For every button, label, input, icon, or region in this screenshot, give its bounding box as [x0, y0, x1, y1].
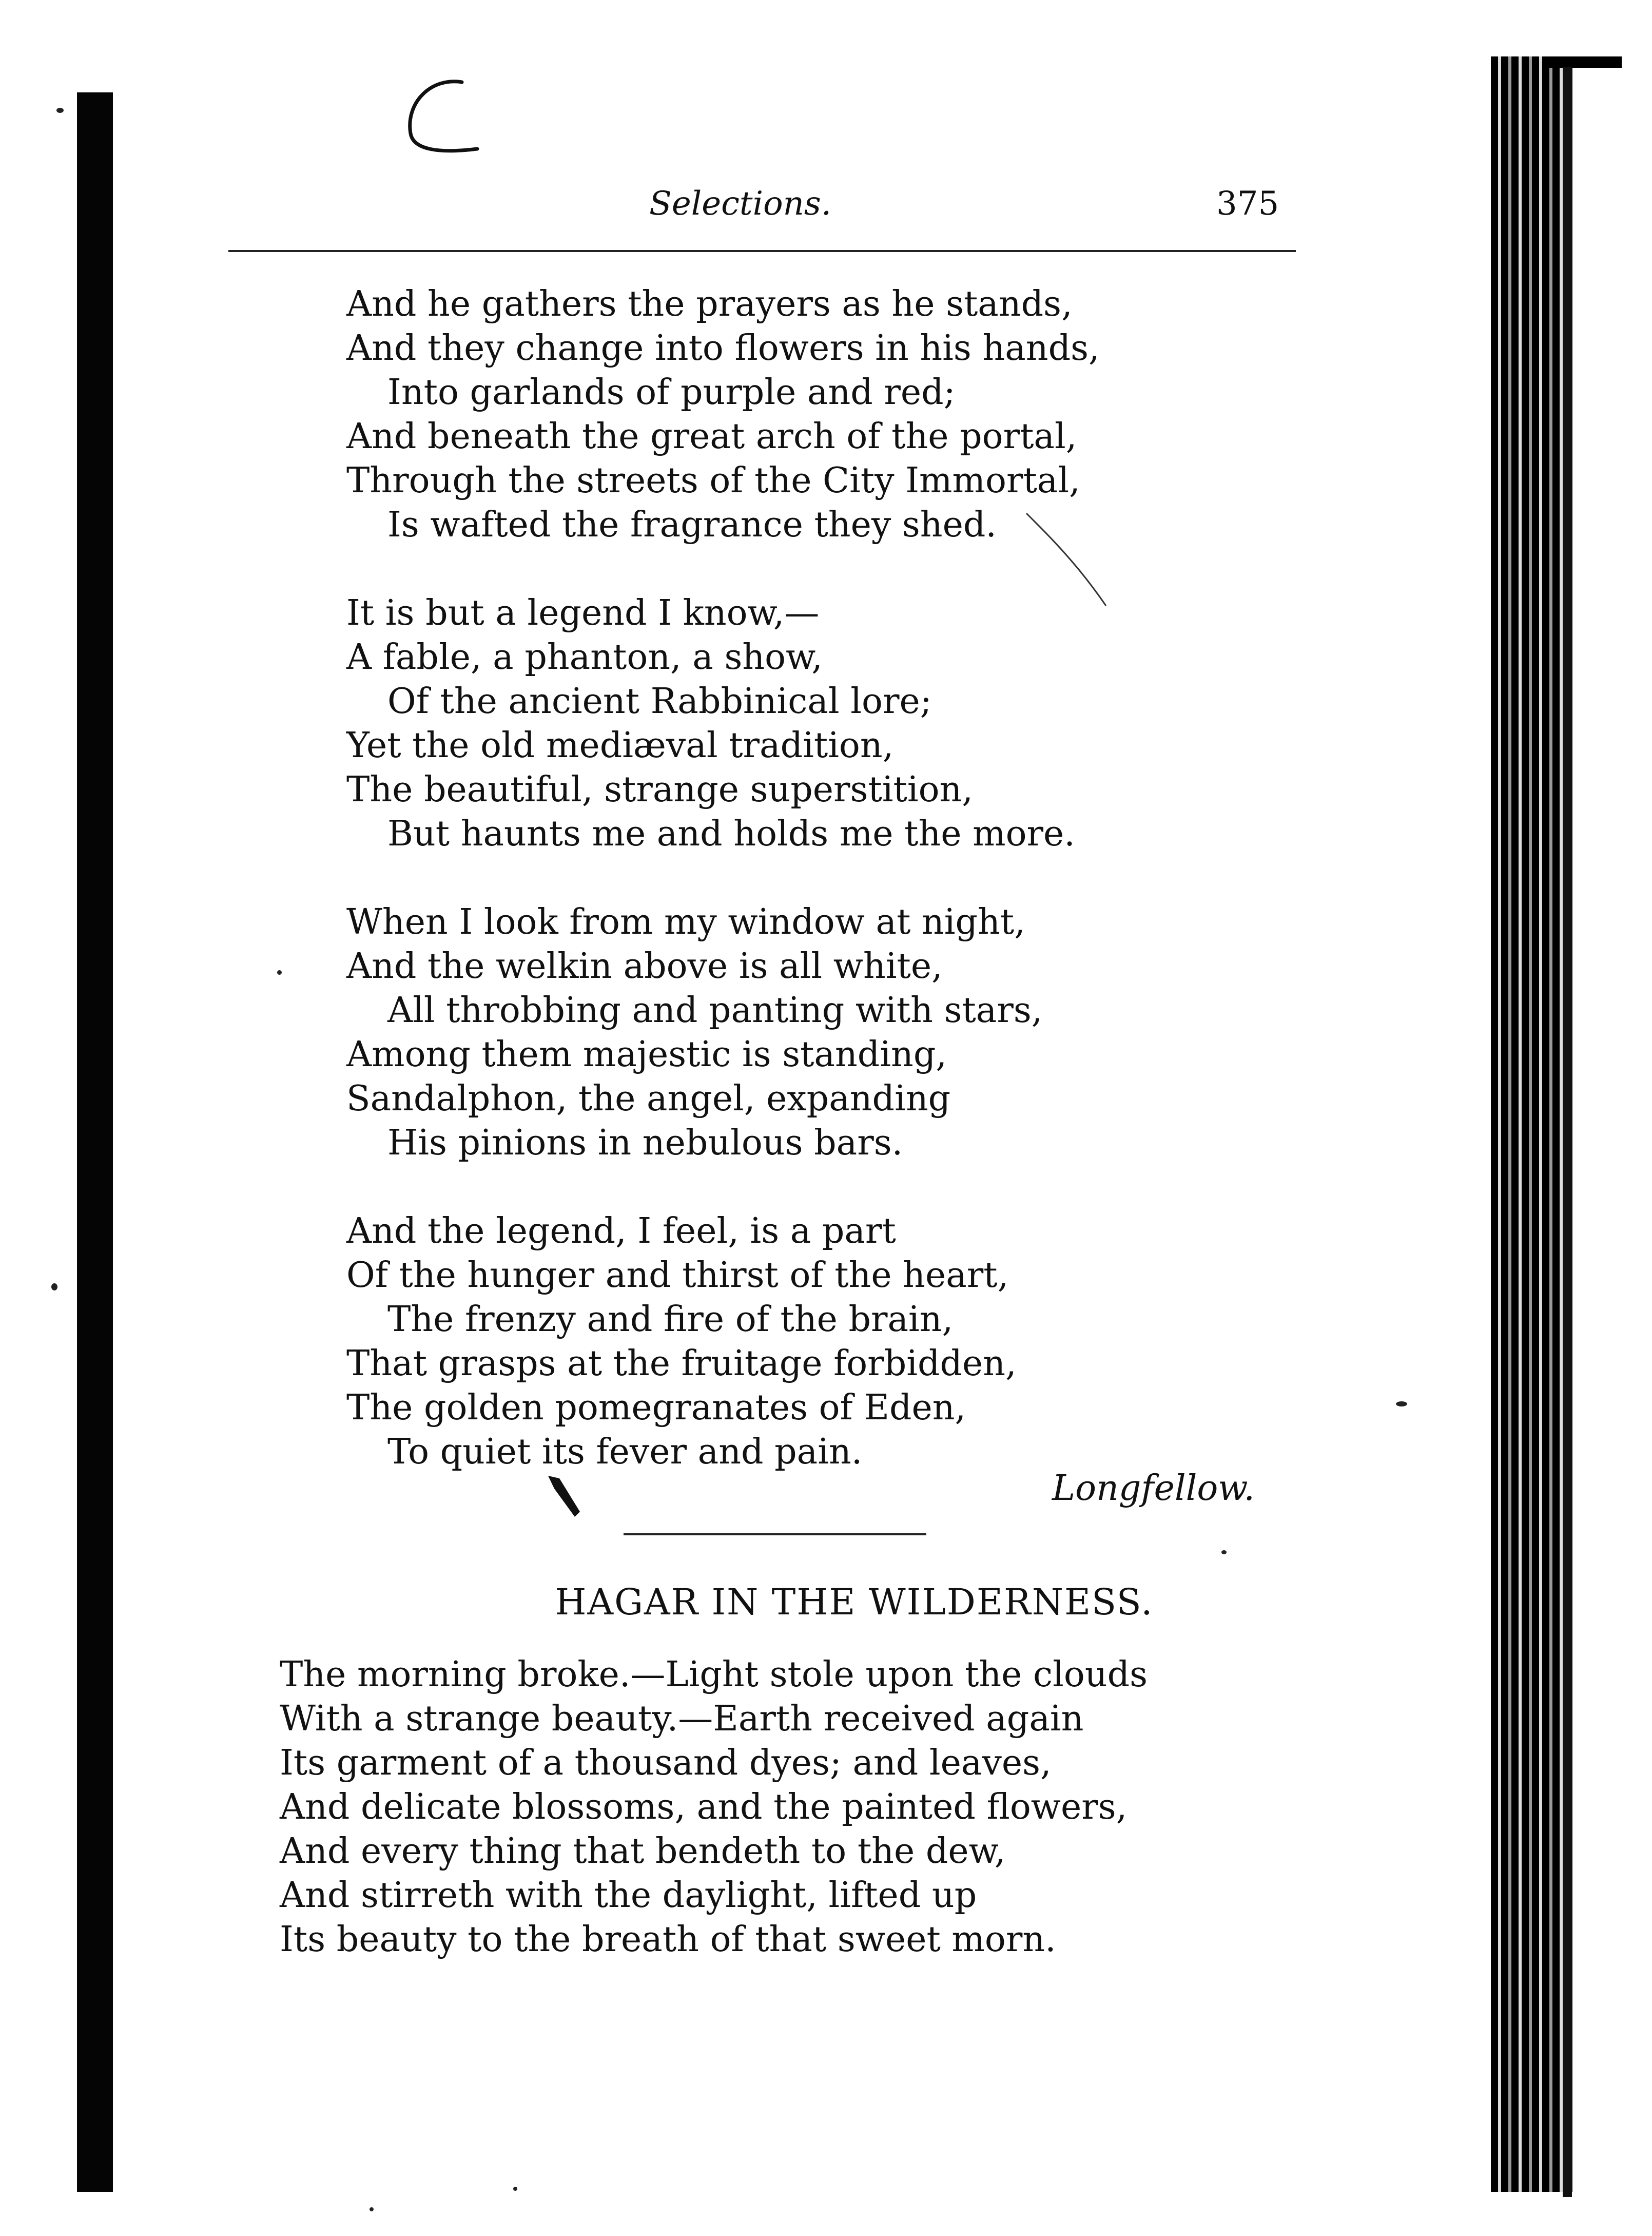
poem-line: And delicate blossoms, and the painted flowers, [280, 1787, 1128, 1827]
attribution-longfellow: Longfellow. [1052, 1468, 1255, 1509]
stanza [346, 1209, 1373, 1474]
poem-line: And the welkin above is all white, [346, 946, 943, 987]
poem-hagar [280, 1653, 1409, 1962]
poem-line: And he gathers the prayers as he stands, [346, 284, 1073, 324]
poem-line: Its garment of a thousand dyes; and leaves, [280, 1743, 1052, 1783]
poem-sandalphon [346, 282, 1373, 1518]
poem-line: The golden pomegranates of Eden, [346, 1387, 966, 1428]
right-scan-edge [1491, 56, 1573, 2192]
poem-line: And they change into flowers in his hands, [346, 328, 1100, 369]
poem-line: And beneath the great arch of the portal, [346, 416, 1077, 457]
running-head [0, 185, 1652, 236]
right-scan-edge-cap [1545, 56, 1622, 68]
poem-line: The frenzy and fire of the brain, [387, 1299, 954, 1340]
ink-blot-mark [544, 1473, 585, 1519]
poem-line: Of the hunger and thirst of the heart, [346, 1255, 1009, 1296]
header-rule [228, 250, 1296, 252]
stanza [346, 591, 1373, 856]
poem-line: His pinions in nebulous bars. [387, 1123, 903, 1163]
poem-line: The beautiful, strange superstition, [346, 769, 973, 810]
left-scan-edge [77, 92, 113, 2192]
page-number: 375 [1216, 185, 1279, 223]
poem-line: It is but a legend I know,— [346, 593, 820, 633]
poem-line: That grasps at the fruitage forbidden, [346, 1343, 1017, 1384]
poem-line: The morning broke.—Light stole upon the clouds [280, 1654, 1148, 1695]
right-scan-edge-strip [1563, 67, 1572, 2197]
handwritten-c-mark [400, 72, 493, 164]
poem-line: But haunts me and holds me the more. [387, 814, 1075, 854]
poem-line: And stirreth with the daylight, lifted up [280, 1875, 977, 1916]
pencil-annotation-stroke [1021, 508, 1114, 611]
stanza [346, 900, 1373, 1165]
section-title: HAGAR IN THE WILDERNESS. [555, 1581, 1154, 1623]
running-title: Selections. [649, 185, 832, 223]
poem-line: To quiet its fever and pain. [387, 1432, 863, 1472]
poem-line: Is wafted the fragrance they shed. [387, 505, 997, 545]
poem-line: All throbbing and panting with stars, [387, 990, 1043, 1031]
poem-line: Sandalphon, the angel, expanding [346, 1078, 951, 1119]
poem-line: A fable, a phanton, a show, [346, 637, 823, 678]
poem-line: And the legend, I feel, is a part [346, 1211, 896, 1251]
poem-line: Yet the old mediæval tradition, [346, 725, 894, 766]
section-divider-rule [624, 1533, 926, 1535]
poem-line: When I look from my window at night, [346, 902, 1025, 942]
poem-line: Through the streets of the City Immortal, [346, 460, 1080, 501]
poem-line: And every thing that bendeth to the dew, [280, 1831, 1006, 1872]
poem-line: Of the ancient Rabbinical lore; [387, 681, 932, 722]
stanza [346, 282, 1373, 547]
poem-line: Into garlands of purple and red; [387, 372, 956, 413]
poem-line: Among them majestic is standing, [346, 1034, 947, 1075]
poem-line: Its beauty to the breath of that sweet morn. [280, 1919, 1056, 1960]
poem-line: With a strange beauty.—Earth received again [280, 1699, 1084, 1739]
